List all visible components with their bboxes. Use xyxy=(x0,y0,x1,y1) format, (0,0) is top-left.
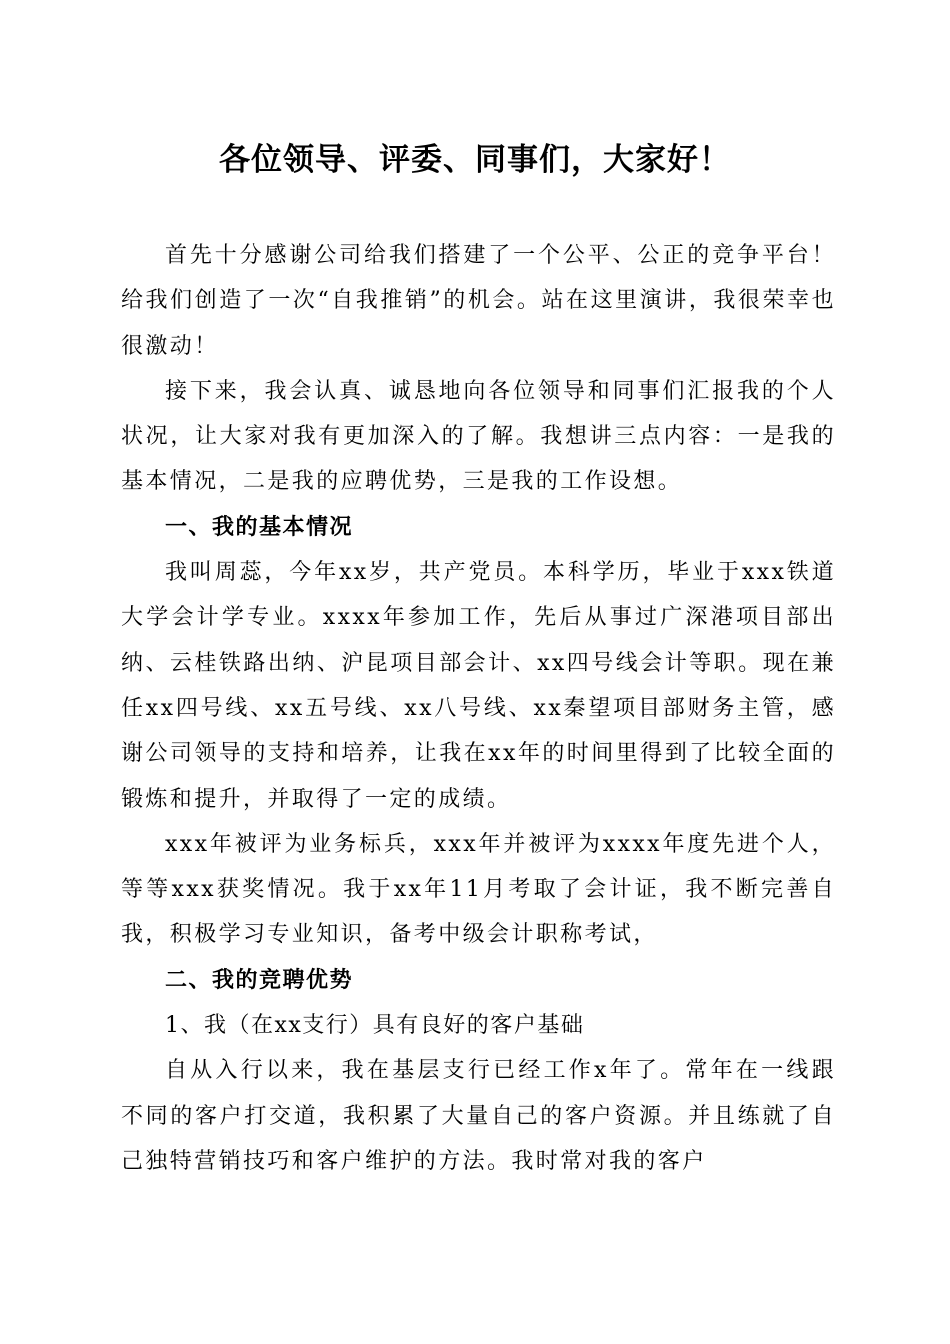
section-heading-advantages: 二、我的竞聘优势 xyxy=(165,966,354,993)
paragraph-basic-info-2: xxx年被评为业务标兵，xxx年并被评为xxxx年度先进个人，等等xxx获奖情况。我于xx年11月考取了会计证，我不断完善自我，积极学习专业知识，备考中级会计职称考试， xyxy=(121,831,836,948)
paragraph-basic-info-1: 我叫周蕊，今年xx岁，共产党员。本科学历，毕业于xxx铁道大学会计学专业。xxxx年参加工作，先后从事过广深港项目部出纳、云桂铁路出纳、沪昆项目部会计、xx四号线会计等职。现在兼任xx四号线、xx五号线、xx八号线、xx秦望项目部财务主管，感谢公司领导的支持和培养，让我在xx年的时间里得到了比较全面的锻炼和提升，并取得了一定的成绩。 xyxy=(121,560,836,812)
section-heading-basic-info: 一、我的基本情况 xyxy=(165,513,354,540)
paragraph-intro-2: 接下来，我会认真、诚恳地向各位领导和同事们汇报我的个人状况，让大家对我有更加深入的了解。我想讲三点内容：一是我的基本情况，二是我的应聘优势，三是我的工作设想。 xyxy=(121,378,836,495)
paragraph-advantages-1: 自从入行以来，我在基层支行已经工作x年了。常年在一线跟不同的客户打交道，我积累了大量自己的客户资源。并且练就了自己独特营销技巧和客户维护的方法。我时常对我的客户 xyxy=(121,1058,836,1174)
page-title: 各位领导、评委、同事们，大家好！ xyxy=(219,142,731,178)
paragraph-intro-1: 首先十分感谢公司给我们搭建了一个公平、公正的竞争平台！给我们创造了一次“自我推销”的机会。站在这里演讲，我很荣幸也很激动！ xyxy=(121,243,836,359)
document-body xyxy=(121,233,836,1184)
subheading-customer-base: 1、我（在xx支行）具有良好的客户基础 xyxy=(165,1013,585,1039)
